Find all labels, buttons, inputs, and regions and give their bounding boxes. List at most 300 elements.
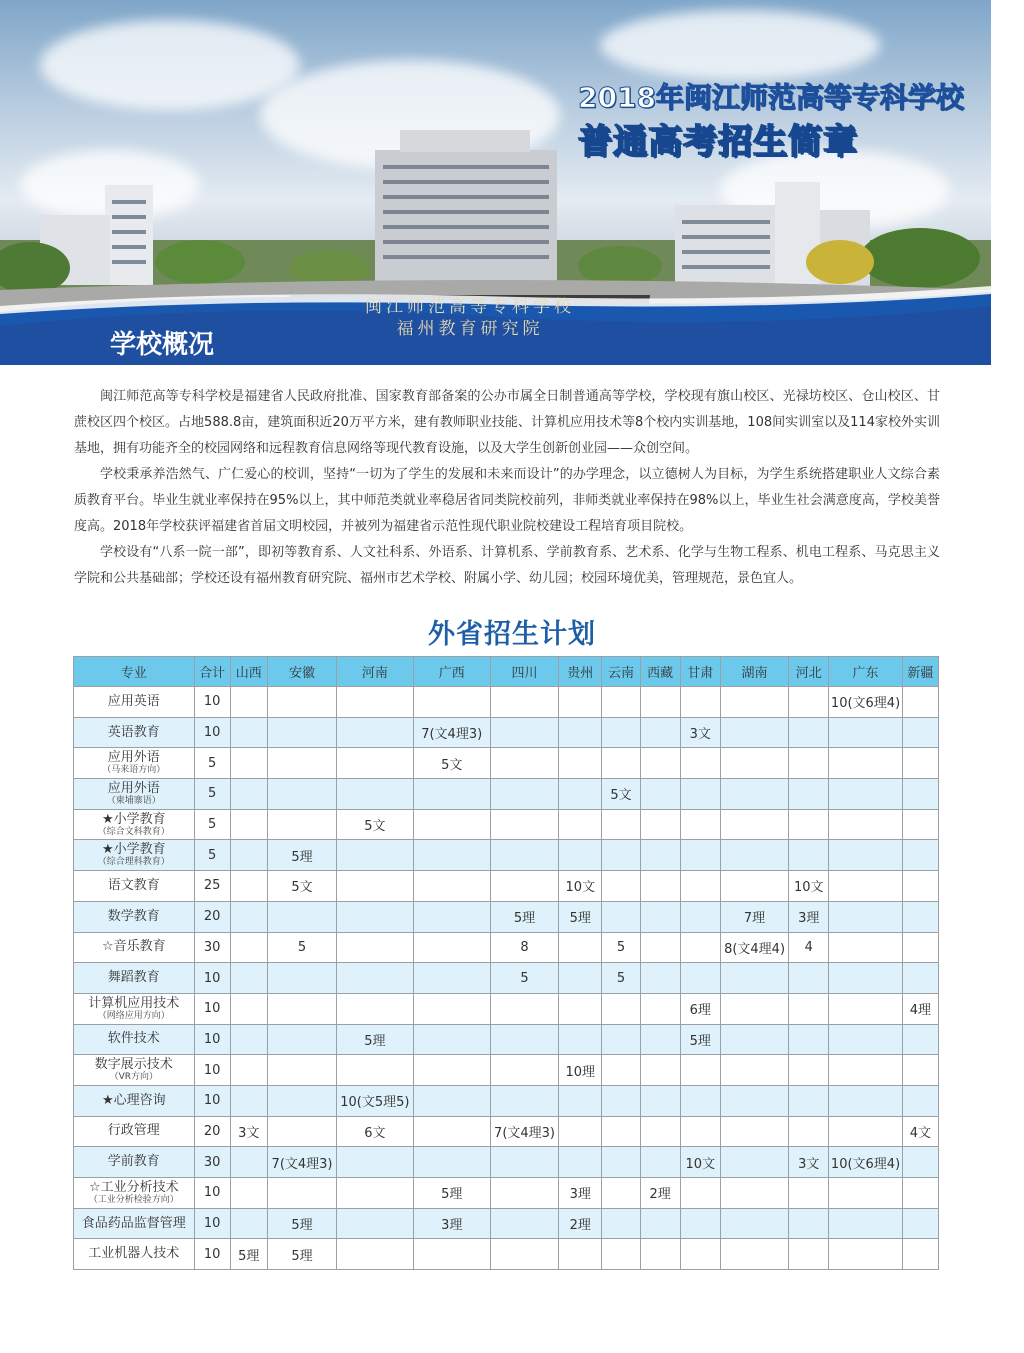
quota-cell: 3文: [789, 1147, 829, 1178]
quota-cell: [602, 871, 640, 902]
major-cell: [74, 993, 195, 1024]
quota-cell: [829, 932, 902, 963]
quota-cell: [490, 993, 558, 1024]
quota-cell: 8(文4理4): [720, 932, 788, 963]
major-name: 舞蹈教育: [107, 970, 160, 986]
major-name: ★小学教育: [101, 842, 166, 858]
quota-cell: [829, 779, 902, 810]
quota-cell: [602, 809, 640, 840]
total-cell: 30: [194, 932, 230, 963]
total-cell: 10: [194, 993, 230, 1024]
quota-cell: 5文: [267, 871, 336, 902]
column-header: 合计: [194, 657, 230, 687]
quota-cell: [680, 779, 720, 810]
major-cell: [74, 1024, 195, 1055]
quota-cell: [413, 779, 490, 810]
quota-cell: 5文: [413, 748, 490, 779]
quota-cell: [490, 1208, 558, 1239]
table-row: [74, 809, 939, 840]
major-cell: [74, 748, 195, 779]
quota-cell: [720, 1147, 788, 1178]
total-cell: 30: [194, 1147, 230, 1178]
quota-cell: [267, 1178, 336, 1209]
major-name: 计算机应用技术: [88, 995, 180, 1011]
quota-cell: 7(文4理3): [267, 1147, 336, 1178]
quota-cell: [559, 1116, 602, 1147]
quota-cell: 7理: [720, 901, 788, 932]
quota-cell: [602, 1178, 640, 1209]
quota-cell: [230, 748, 267, 779]
quota-cell: [680, 1208, 720, 1239]
quota-cell: [680, 1055, 720, 1086]
quota-cell: [789, 687, 829, 718]
quota-cell: [640, 932, 680, 963]
quota-cell: [720, 1024, 788, 1055]
major-cell: [74, 1239, 195, 1270]
major-name: ☆工业分析技术: [88, 1179, 179, 1195]
quota-cell: [902, 1085, 938, 1116]
quota-cell: 6文: [337, 1116, 413, 1147]
quota-cell: 5理: [230, 1239, 267, 1270]
major-cell: [74, 871, 195, 902]
total-cell: 10: [194, 687, 230, 718]
quota-cell: [337, 1178, 413, 1209]
quota-cell: [902, 840, 938, 871]
major-cell: [74, 840, 195, 871]
quota-cell: [829, 993, 902, 1024]
table-row: [74, 1208, 939, 1239]
table-row: [74, 1147, 939, 1178]
quota-cell: [680, 840, 720, 871]
quota-cell: [680, 1239, 720, 1270]
quota-cell: 3文: [230, 1116, 267, 1147]
quota-cell: [640, 1085, 680, 1116]
quota-cell: 4理: [902, 993, 938, 1024]
quota-cell: 4: [789, 932, 829, 963]
quota-cell: [902, 1239, 938, 1270]
quota-cell: [413, 871, 490, 902]
quota-cell: [680, 748, 720, 779]
quota-cell: [829, 809, 902, 840]
quota-cell: [680, 963, 720, 994]
column-header: 贵州: [559, 657, 602, 687]
table-row: [74, 687, 939, 718]
quota-cell: [490, 1055, 558, 1086]
quota-cell: 5: [490, 963, 558, 994]
total-cell: 10: [194, 1085, 230, 1116]
quota-cell: [902, 901, 938, 932]
total-cell: 10: [194, 717, 230, 748]
quota-cell: [559, 993, 602, 1024]
total-cell: 10: [194, 1208, 230, 1239]
quota-cell: [267, 1085, 336, 1116]
quota-cell: [602, 1208, 640, 1239]
quota-cell: [559, 1239, 602, 1270]
quota-cell: [720, 748, 788, 779]
quota-cell: [902, 1147, 938, 1178]
major-name: 工业机器人技术: [88, 1246, 180, 1262]
total-cell: 10: [194, 1024, 230, 1055]
table-header-row: [74, 657, 939, 687]
major-direction-note: （马来语方向）: [102, 765, 166, 776]
quota-cell: 3理: [559, 1178, 602, 1209]
quota-cell: [640, 1208, 680, 1239]
quota-cell: [602, 840, 640, 871]
major-cell: [74, 901, 195, 932]
quota-cell: [559, 748, 602, 779]
quota-cell: [413, 1055, 490, 1086]
quota-cell: [720, 809, 788, 840]
quota-cell: [680, 932, 720, 963]
plan-title: 外省招生计划: [428, 619, 596, 650]
quota-cell: [490, 687, 558, 718]
quota-cell: [559, 963, 602, 994]
quota-cell: [789, 1208, 829, 1239]
major-cell: [74, 809, 195, 840]
quota-cell: 10文: [789, 871, 829, 902]
quota-cell: [413, 1085, 490, 1116]
quota-cell: [602, 748, 640, 779]
quota-cell: [720, 1208, 788, 1239]
quota-cell: [559, 809, 602, 840]
quota-cell: [680, 871, 720, 902]
quota-cell: [902, 779, 938, 810]
quota-cell: [230, 963, 267, 994]
quota-cell: [230, 1024, 267, 1055]
quota-cell: [337, 1055, 413, 1086]
quota-cell: [230, 1055, 267, 1086]
quota-cell: [640, 748, 680, 779]
major-direction-note: （综合理科教育）: [97, 857, 170, 868]
quota-cell: [230, 1208, 267, 1239]
quota-cell: 6理: [680, 993, 720, 1024]
quota-cell: [337, 779, 413, 810]
quota-cell: [337, 1147, 413, 1178]
quota-cell: [490, 1178, 558, 1209]
quota-cell: [267, 809, 336, 840]
total-cell: 5: [194, 779, 230, 810]
quota-cell: [680, 687, 720, 718]
quota-cell: [602, 1239, 640, 1270]
quota-cell: [559, 1024, 602, 1055]
quota-cell: [640, 779, 680, 810]
quota-cell: [337, 901, 413, 932]
total-cell: 10: [194, 1055, 230, 1086]
major-name: 数学教育: [107, 908, 160, 924]
enrollment-plan-table: [73, 656, 939, 1270]
major-name: ★心理咨询: [101, 1092, 166, 1108]
major-cell: [74, 687, 195, 718]
quota-cell: 5理: [267, 840, 336, 871]
quota-cell: 10(文6理4): [829, 1147, 902, 1178]
quota-cell: 10文: [559, 871, 602, 902]
quota-cell: [789, 809, 829, 840]
quota-cell: [267, 717, 336, 748]
quota-cell: [267, 1055, 336, 1086]
quota-cell: [337, 717, 413, 748]
section-title-school-overview: 学校概况: [110, 330, 215, 360]
quota-cell: [789, 993, 829, 1024]
quota-cell: [490, 809, 558, 840]
quota-cell: [789, 1085, 829, 1116]
quota-cell: [640, 1239, 680, 1270]
quota-cell: [789, 1055, 829, 1086]
major-name: 数字展示技术: [94, 1057, 173, 1073]
table-body: [74, 687, 939, 1270]
quota-cell: [490, 779, 558, 810]
total-cell: 10: [194, 963, 230, 994]
quota-cell: [602, 1055, 640, 1086]
quota-cell: [902, 1178, 938, 1209]
quota-cell: [602, 687, 640, 718]
quota-cell: [413, 901, 490, 932]
quota-cell: 10(文6理4): [829, 687, 902, 718]
gate-text-line2: 福州教育研究院: [396, 319, 544, 339]
quota-cell: [490, 1085, 558, 1116]
quota-cell: [559, 717, 602, 748]
major-name: 食品药品监督管理: [81, 1215, 186, 1231]
quota-cell: [413, 809, 490, 840]
table-row: [74, 1055, 939, 1086]
major-name: 软件技术: [107, 1031, 160, 1047]
quota-cell: [680, 1178, 720, 1209]
brochure-title-line2: 普通高考招生简章: [578, 122, 858, 162]
column-header: 新疆: [902, 657, 938, 687]
quota-cell: [640, 840, 680, 871]
quota-cell: 5理: [267, 1239, 336, 1270]
quota-cell: [720, 1055, 788, 1086]
quota-cell: [829, 1055, 902, 1086]
quota-cell: 5理: [559, 901, 602, 932]
quota-cell: [230, 932, 267, 963]
quota-cell: [413, 932, 490, 963]
school-intro: [74, 384, 940, 592]
quota-cell: [490, 1024, 558, 1055]
quota-cell: [602, 717, 640, 748]
major-direction-note: （综合文科教育）: [97, 826, 170, 837]
quota-cell: [640, 901, 680, 932]
major-cell: [74, 963, 195, 994]
quota-cell: [490, 840, 558, 871]
quota-cell: [789, 1178, 829, 1209]
quota-cell: [902, 809, 938, 840]
quota-cell: 2理: [640, 1178, 680, 1209]
quota-cell: [559, 1085, 602, 1116]
major-name: 应用英语: [107, 693, 160, 709]
quota-cell: [602, 1116, 640, 1147]
quota-cell: [902, 932, 938, 963]
quota-cell: 5理: [413, 1178, 490, 1209]
quota-cell: [640, 871, 680, 902]
major-cell: [74, 717, 195, 748]
quota-cell: [829, 901, 902, 932]
quota-cell: [640, 1024, 680, 1055]
column-header: 甘肃: [680, 657, 720, 687]
quota-cell: [559, 1147, 602, 1178]
quota-cell: [640, 1116, 680, 1147]
quota-cell: [640, 717, 680, 748]
quota-cell: [640, 1055, 680, 1086]
table-row: [74, 840, 939, 871]
quota-cell: [720, 687, 788, 718]
column-header: 四川: [490, 657, 558, 687]
major-name: 学前教育: [107, 1154, 160, 1170]
quota-cell: [413, 840, 490, 871]
quota-cell: [829, 1024, 902, 1055]
table-row: [74, 1116, 939, 1147]
quota-cell: [829, 840, 902, 871]
quota-cell: [720, 717, 788, 748]
quota-cell: [490, 1239, 558, 1270]
quota-cell: [640, 1147, 680, 1178]
quota-cell: [413, 1116, 490, 1147]
major-cell: [74, 779, 195, 810]
quota-cell: 5: [267, 932, 336, 963]
quota-cell: [559, 779, 602, 810]
quota-cell: [267, 779, 336, 810]
quota-cell: [559, 932, 602, 963]
quota-cell: [829, 871, 902, 902]
quota-cell: [640, 809, 680, 840]
major-name: ☆音乐教育: [101, 939, 166, 955]
quota-cell: [337, 748, 413, 779]
table-row: [74, 871, 939, 902]
major-cell: [74, 1055, 195, 1086]
column-header: 专业: [74, 657, 195, 687]
table-row: [74, 1178, 939, 1209]
total-cell: 5: [194, 748, 230, 779]
total-cell: 5: [194, 809, 230, 840]
quota-cell: [902, 717, 938, 748]
quota-cell: [230, 809, 267, 840]
quota-cell: [230, 840, 267, 871]
quota-cell: [267, 901, 336, 932]
quota-cell: 5理: [680, 1024, 720, 1055]
quota-cell: [829, 1239, 902, 1270]
quota-cell: [230, 901, 267, 932]
quota-cell: [720, 1178, 788, 1209]
major-cell: [74, 1178, 195, 1209]
quota-cell: [230, 871, 267, 902]
table-row: [74, 779, 939, 810]
brochure-title-line1: 2018年闽江师范高等专科学校: [578, 81, 964, 114]
quota-cell: [829, 748, 902, 779]
column-header: 广东: [829, 657, 902, 687]
quota-cell: [490, 1147, 558, 1178]
table-row: [74, 901, 939, 932]
quota-cell: [720, 963, 788, 994]
quota-cell: [902, 963, 938, 994]
quota-cell: [230, 779, 267, 810]
quota-cell: [720, 871, 788, 902]
quota-cell: 10理: [559, 1055, 602, 1086]
quota-cell: [902, 1055, 938, 1086]
gate-inscription: [350, 296, 590, 340]
quota-cell: [267, 687, 336, 718]
quota-cell: [602, 1024, 640, 1055]
quota-cell: [230, 717, 267, 748]
quota-cell: [902, 748, 938, 779]
quota-cell: [267, 1024, 336, 1055]
major-cell: [74, 1208, 195, 1239]
column-header: 广西: [413, 657, 490, 687]
quota-cell: 7(文4理3): [490, 1116, 558, 1147]
quota-cell: [602, 993, 640, 1024]
quota-cell: 3理: [789, 901, 829, 932]
table-row: [74, 1024, 939, 1055]
quota-cell: [829, 963, 902, 994]
intro-paragraph: 学校设有“八系一院一部”，即初等教育系、人文社科系、外语系、计算机系、学前教育系、艺术系、化学与生物工程系、机电工程系、马克思主义学院和公共基础部；学校还设有福州教育研究院、福州市艺术学校、附属小学、幼儿园；校园环境优美，管理规范，景色宜人。: [74, 545, 940, 586]
quota-cell: [720, 1239, 788, 1270]
quota-cell: [789, 1239, 829, 1270]
quota-cell: [230, 993, 267, 1024]
quota-cell: [829, 1085, 902, 1116]
quota-cell: [337, 932, 413, 963]
major-cell: [74, 932, 195, 963]
quota-cell: 10文: [680, 1147, 720, 1178]
table-row: [74, 963, 939, 994]
quota-cell: [230, 1147, 267, 1178]
quota-cell: [413, 1024, 490, 1055]
major-cell: [74, 1147, 195, 1178]
quota-cell: [902, 687, 938, 718]
quota-cell: [413, 687, 490, 718]
quota-cell: [720, 1085, 788, 1116]
quota-cell: [640, 687, 680, 718]
quota-cell: [829, 1208, 902, 1239]
table-row: [74, 1239, 939, 1270]
quota-cell: [267, 963, 336, 994]
quota-cell: [789, 840, 829, 871]
column-header: 安徽: [267, 657, 336, 687]
quota-cell: [680, 1085, 720, 1116]
quota-cell: 5: [602, 963, 640, 994]
quota-cell: 2理: [559, 1208, 602, 1239]
quota-cell: 3理: [413, 1208, 490, 1239]
quota-cell: [829, 1116, 902, 1147]
quota-cell: 4文: [902, 1116, 938, 1147]
gate-text-line1: 闽江师范高等专科学校: [365, 297, 575, 317]
quota-cell: [267, 1116, 336, 1147]
quota-cell: [559, 687, 602, 718]
major-name: 语文教育: [107, 877, 160, 893]
total-cell: 25: [194, 871, 230, 902]
quota-cell: [789, 1024, 829, 1055]
quota-cell: [490, 748, 558, 779]
intro-paragraph: 学校秉承养浩然气、广仁爱心的校训，坚持“一切为了学生的发展和未来而设计”的办学理念，以立德树人为目标，为学生系统搭建职业人文综合素质教育平台。毕业生就业率保持在95%以上，其中师范类就业率稳居省同类院校前列，非师类就业率保持在98%以上，毕业生社会满意度高，学校美誉度高。2018年学校获评福建省首届文明校园，并被列为福建省示范性现代职业院校建设工程培育项目院校。: [74, 467, 940, 534]
quota-cell: [602, 901, 640, 932]
major-name: 应用外语: [107, 780, 160, 796]
quota-cell: [337, 840, 413, 871]
quota-cell: 7(文4理3): [413, 717, 490, 748]
major-name: ★小学教育: [101, 811, 166, 827]
quota-cell: 8: [490, 932, 558, 963]
quota-cell: [337, 1239, 413, 1270]
major-direction-note: （工业分析检验方向）: [88, 1194, 179, 1205]
table-row: [74, 717, 939, 748]
total-cell: 5: [194, 840, 230, 871]
quota-cell: [490, 871, 558, 902]
quota-cell: [230, 687, 267, 718]
quota-cell: 5理: [337, 1024, 413, 1055]
quota-cell: [559, 840, 602, 871]
quota-cell: [267, 993, 336, 1024]
total-cell: 20: [194, 901, 230, 932]
quota-cell: 5理: [490, 901, 558, 932]
column-header: 湖南: [720, 657, 788, 687]
major-name: 行政管理: [107, 1123, 160, 1139]
quota-cell: [230, 1178, 267, 1209]
